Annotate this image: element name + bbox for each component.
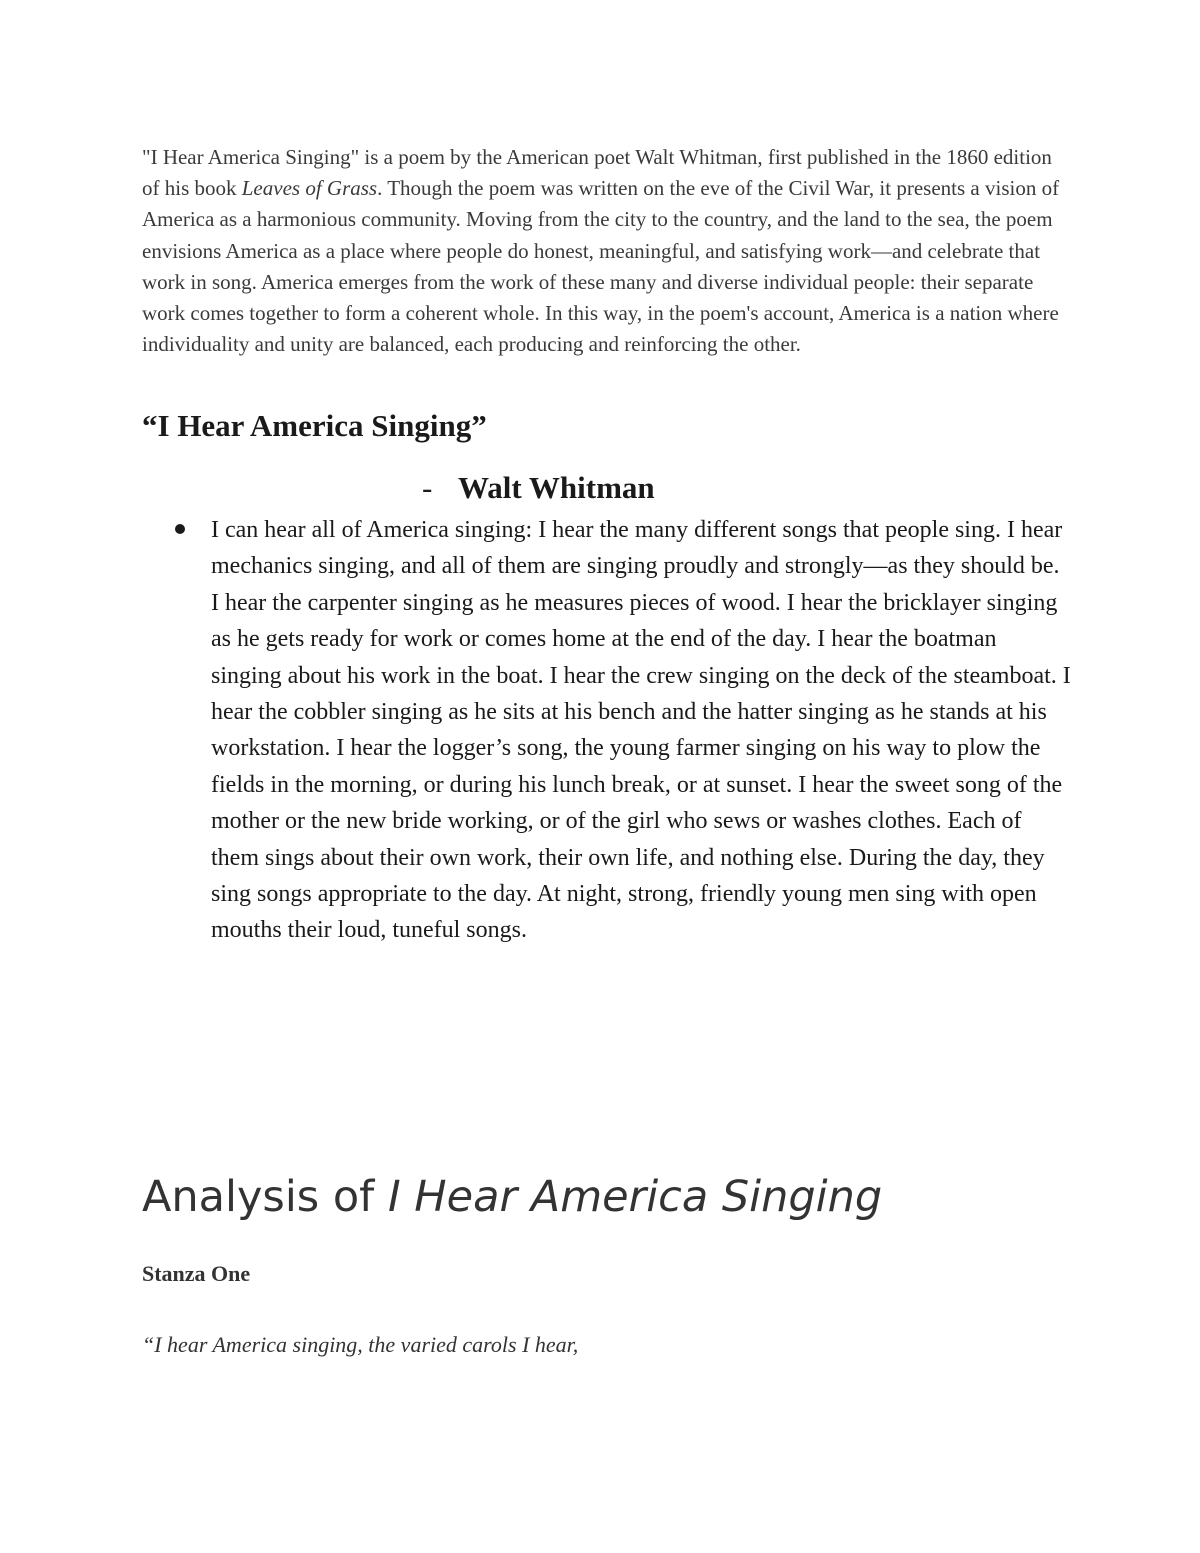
author-dash: - [422, 470, 433, 505]
quote-line: “I hear America singing, the varied carols I hear, [142, 1332, 579, 1357]
analysis-heading-title: I Hear America Singing [387, 1172, 883, 1222]
book-title: Leaves of Grass [241, 176, 378, 201]
paraphrase-text: I can hear all of America singing: I hear the many different songs that people sing. I hear mechanics singing, and all of them are singing proudly and strongly—as they should be. I hear the carpenter singing as he measures pieces of wood. I hear the bricklayer singing as he gets ready for work or comes home at the end of the day. I hear the boatman singing about his work in the boat. I hear the crew singing on the deck of the steamboat. I hear the cobbler singing as he sits at his bench and the hatter singing as he stands at his workstation. I hear the logger’s song, the young farmer singing on his way to plow the fields in the morning, or during his lunch break, or at sunset. I hear the sweet song of the mother or the new bride working, or of the girl who sews or washes clothes. Each of them sings about their own work, their own life, and nothing else. During the day, they sing songs appropriate to the day. At night, strong, friendly young men sing with open mouths their loud, tuneful songs. [211, 517, 1071, 944]
author-name: Walt Whitman [458, 470, 655, 505]
intro-text-before-title: "I Hear America Singing" is a poem by the American poet Walt Whitman, first published in the 1860 edition of his book [142, 145, 1052, 201]
poem-title: “I Hear America Singing” [142, 408, 487, 443]
bullet-icon [175, 524, 185, 534]
intro-text-after-title: . Though the poem was written on the eve of the Civil War, it presents a vision of America as a harmonious community. Moving from the city to the country, and the land to the sea, the poem envisions America as a place where people do honest, meaningful, and satisfying work—and celebrate that work in song. America emerges from the work of these many and diverse individual people: their separate work comes together to form a coherent whole. In this way, in the poem's account, America is a nation where individuality and unity are balanced, each producing and reinforcing the other. [142, 176, 1060, 357]
paraphrase-list [142, 512, 1072, 949]
intro-paragraph [142, 142, 1062, 360]
analysis-heading-prefix: Analysis of [142, 1172, 388, 1222]
stanza-label: Stanza One [142, 1261, 251, 1286]
analysis-heading [142, 1172, 882, 1222]
author-line [422, 470, 655, 506]
list-item [142, 512, 1072, 949]
